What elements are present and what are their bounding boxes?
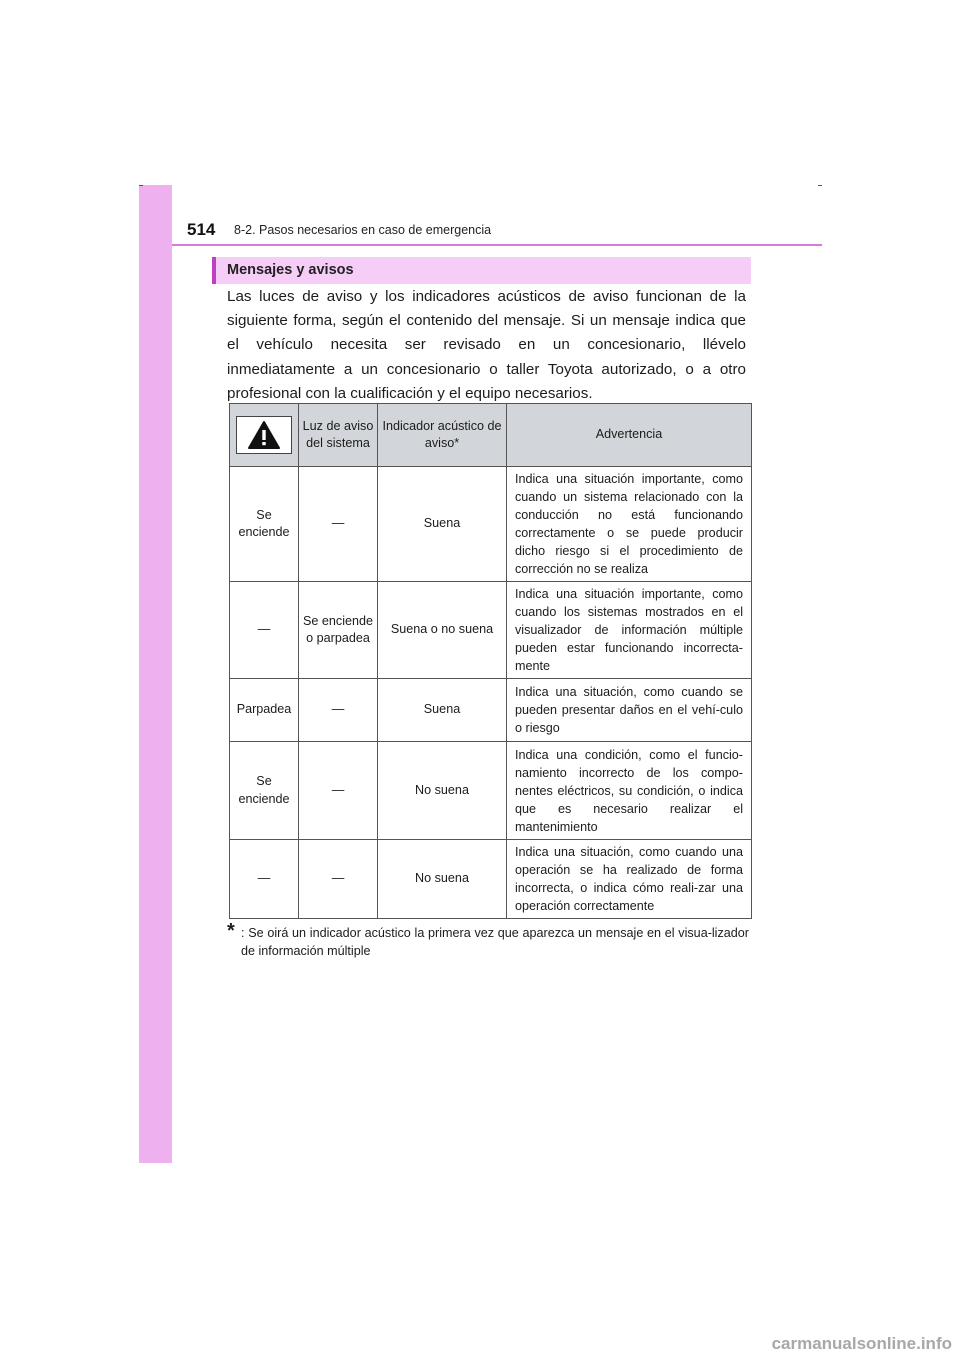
warning-table bbox=[229, 403, 752, 919]
cell-warning: Indica una situación importante, como cuando los sistemas mostrados en el visualizador de información múltiple pueden estar funcionando incorrecta-mente bbox=[507, 582, 752, 679]
crop-mark-left bbox=[139, 185, 143, 186]
section-title: 8-2. Pasos necesarios en caso de emergencia bbox=[234, 223, 492, 237]
footnote bbox=[227, 920, 749, 960]
cell-warning: Indica una situación, como cuando una operación se ha realizado de forma incorrecta, o indica cómo reali-zar una operación correctamente bbox=[507, 840, 752, 919]
cell-system-light: — bbox=[299, 742, 378, 840]
header-system-light: Luz de aviso del sistema bbox=[299, 404, 378, 467]
cell-system-light: — bbox=[299, 467, 378, 582]
table-row bbox=[230, 467, 752, 582]
table-row bbox=[230, 742, 752, 840]
cell-system-light: — bbox=[299, 679, 378, 742]
watermark: carmanualsonline.info bbox=[771, 1334, 952, 1353]
header-warning: Advertencia bbox=[507, 404, 752, 467]
header-master-warning bbox=[230, 404, 299, 467]
cell-buzzer: Suena bbox=[378, 679, 507, 742]
cell-master: Se enciende bbox=[230, 467, 299, 582]
footnote-text: : Se oirá un indicador acústico la primera vez que aparezca un mensaje en el visua-lizador de información múltiple bbox=[241, 926, 749, 958]
cell-system-light: — bbox=[299, 840, 378, 919]
crop-mark-right bbox=[818, 185, 822, 186]
table-header-row bbox=[230, 404, 752, 467]
cell-buzzer: Suena bbox=[378, 467, 507, 582]
cell-buzzer: No suena bbox=[378, 742, 507, 840]
cell-buzzer: Suena o no suena bbox=[378, 582, 507, 679]
side-tab-band bbox=[139, 185, 172, 1163]
cell-warning: Indica una situación, como cuando se pueden presentar daños en el vehí-culo o riesgo bbox=[507, 679, 752, 742]
cell-warning: Indica una situación importante, como cuando un sistema relacionado con la conducción no está funcionando correctamente o se puede producir dicho riesgo si el procedimiento de corrección no se realiza bbox=[507, 467, 752, 582]
cell-master: Se enciende bbox=[230, 742, 299, 840]
table-row bbox=[230, 582, 752, 679]
section-heading-bar bbox=[212, 257, 751, 284]
warning-triangle-icon bbox=[247, 420, 281, 450]
table-row bbox=[230, 840, 752, 919]
page-number: 514 bbox=[187, 220, 216, 239]
cell-master: — bbox=[230, 840, 299, 919]
header-buzzer: Indicador acústico de aviso* bbox=[378, 404, 507, 467]
footnote-marker: * bbox=[227, 920, 235, 942]
table-row bbox=[230, 679, 752, 742]
cell-buzzer: No suena bbox=[378, 840, 507, 919]
cell-master: — bbox=[230, 582, 299, 679]
cell-warning: Indica una condición, como el funcio-namiento incorrecto de los compo-nentes eléctricos, su condición, o indica que es necesario realizar el mantenimiento bbox=[507, 742, 752, 840]
intro-paragraph: Las luces de aviso y los indicadores acústicos de aviso funcionan de la siguiente forma, según el contenido del mensaje. Si un mensaje indica que el vehículo necesita ser revisado en un concesionario, llévelo inmediatamente a un concesionario o taller Toyota autorizado, o a otro profesional con la cualificación y el equipo necesarios. bbox=[227, 288, 746, 402]
cell-master: Parpadea bbox=[230, 679, 299, 742]
master-warning-icon-box bbox=[236, 416, 292, 454]
section-heading: Mensajes y avisos bbox=[227, 262, 354, 278]
cell-system-light: Se enciende o parpadea bbox=[299, 582, 378, 679]
header-rule bbox=[172, 244, 822, 246]
